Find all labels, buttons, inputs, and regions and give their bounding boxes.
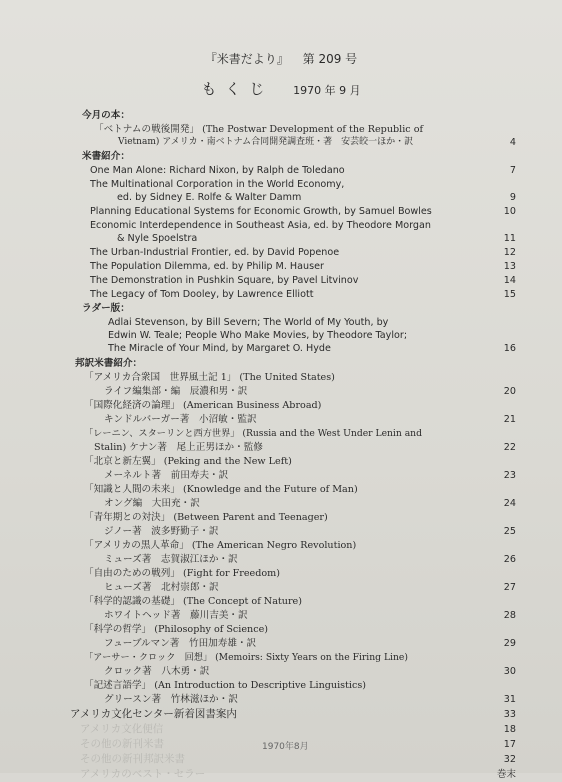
- toc-entry-3b[interactable]: ed. by Sidney E. Rolfe & Walter Damm: [117, 192, 302, 203]
- toc-entry-8[interactable]: The Demonstration in Pushkin Square, by Pavel Litvinov: [90, 275, 359, 286]
- toc-entry-18b[interactable]: ヒューズ著 北村崇郎・訳: [104, 582, 219, 593]
- toc-entry-3a[interactable]: The Multinational Corporation in the World Economy,: [90, 179, 345, 190]
- toc-entry-9[interactable]: The Legacy of Tom Dooley, by Lawrence Elliott: [90, 289, 314, 300]
- toc-entry-13b[interactable]: Stalin) ケナン著 尾上正男ほか・監修: [94, 442, 263, 453]
- toc-page-10: 16: [503, 343, 516, 354]
- toc-page-11: 20: [503, 386, 516, 397]
- section-ladder: ラダー版：: [82, 303, 130, 314]
- section-translated: 邦訳米書紹介：: [75, 358, 143, 369]
- toc-entry-21b[interactable]: クロック著 八木勇・訳: [104, 666, 210, 677]
- toc-page-18: 27: [503, 582, 516, 593]
- toc-page-27: 巻末: [496, 769, 516, 780]
- toc-entry-5a[interactable]: Economic Interdependence in Southeast Asia, ed. by Theodore Morgan: [90, 220, 431, 231]
- toc-page-14: 23: [503, 470, 516, 481]
- toc-entry-6[interactable]: The Urban-Industrial Frontier, ed. by David Popenoe: [90, 247, 340, 258]
- toc-page-21: 30: [503, 666, 516, 677]
- toc-entry-10b[interactable]: Edwin W. Teale; People Who Make Movies, by Theodore Taylor;: [108, 330, 408, 341]
- toc-entry-19b[interactable]: ホワイトヘッド著 藤川吉美・訳: [104, 610, 248, 621]
- toc-page-4: 10: [503, 206, 516, 217]
- toc-page-2: 7: [509, 165, 516, 176]
- toc-entry-16b[interactable]: ジノー著 波多野勤子・訳: [104, 526, 219, 537]
- toc-page-25: 17: [503, 739, 516, 750]
- toc-entry-7[interactable]: The Population Dilemma, ed. by Philip M. Hauser: [90, 261, 324, 272]
- toc-entry-14b[interactable]: メーネルト著 前田寿夫・訳: [104, 470, 229, 481]
- contents-heading: [0, 78, 562, 99]
- toc-entry-11a[interactable]: 「アメリカ合衆国 世界風土記 1」 (The United States): [84, 372, 335, 383]
- toc-entry-22a[interactable]: 「記述言語学」 (An Introduction to Descriptive Linguistics): [84, 680, 367, 691]
- toc-entry-17b[interactable]: ミューズ著 志賀淑江ほか・訳: [104, 554, 238, 565]
- toc-entry-26[interactable]: その他の新刊邦訳米書: [80, 753, 185, 765]
- toc-page-23: 33: [503, 709, 516, 720]
- issue-number: 第 209 号: [302, 52, 358, 66]
- toc-entry-10a[interactable]: Adlai Stevenson, by Bill Severn; The World of My Youth, by: [108, 317, 389, 328]
- toc-page-3: 9: [509, 192, 516, 203]
- issue-date: 1970 年 9 月: [293, 84, 361, 97]
- toc-page-17: 26: [503, 554, 516, 565]
- toc-page-12: 21: [503, 414, 516, 425]
- toc-entry-19a[interactable]: 「科学的認識の基礎」 (The Concept of Nature): [84, 596, 302, 607]
- toc-entry-12b[interactable]: キンドルバーガー著 小沼敏・監訳: [104, 414, 257, 425]
- toc-entry-20b[interactable]: フューブルマン著 竹田加寿雄・訳: [104, 638, 257, 649]
- toc-entry-10c[interactable]: The Miracle of Your Mind, by Margaret O. Hyde: [108, 343, 331, 354]
- footer-date: 1970年8月: [262, 742, 309, 752]
- toc-entry-20a[interactable]: 「科学の哲学」 (Philosophy of Science): [84, 624, 269, 635]
- toc-entry-4[interactable]: Planning Educational Systems for Economic Growth, by Samuel Bowles: [90, 206, 432, 217]
- toc-page-5: 11: [503, 233, 516, 244]
- toc-page-22: 31: [503, 694, 516, 705]
- toc-page-13: 22: [503, 442, 516, 453]
- toc-page-9: 15: [503, 289, 516, 300]
- toc-page-1: 4: [509, 137, 516, 148]
- toc-entry-23[interactable]: アメリカ文化センター新着図書案内: [70, 708, 237, 720]
- toc-entry-25[interactable]: その他の新刊米書: [80, 738, 164, 750]
- toc-page-26: 32: [503, 754, 516, 765]
- toc-entry-22b[interactable]: グリースン著 竹林滋ほか・訳: [104, 694, 238, 705]
- toc-entry-18a[interactable]: 「自由のための戦列」 (Fight for Freedom): [84, 568, 280, 579]
- toc-page-24: 18: [503, 724, 516, 735]
- section-intro: 米書紹介：: [82, 151, 130, 162]
- toc-entry-12a[interactable]: 「国際化経済の論理」 (American Business Abroad): [84, 400, 322, 411]
- toc-page-6: 12: [503, 247, 516, 258]
- toc-entry-13a[interactable]: 「レーニン、スターリンと西方世界」 (Russia and the West Under Lenin and: [84, 428, 422, 439]
- toc-entry-24[interactable]: アメリカ文化便信: [80, 723, 164, 735]
- contents-title: もくじ: [201, 80, 274, 98]
- toc-entry-1a[interactable]: 「ベトナムの戦後開発」 (The Postwar Development of the Republic of: [94, 124, 424, 135]
- toc-entry-21a[interactable]: 「アーサー・クロック 回想」 (Memoirs: Sixty Years on the Firing Line): [84, 652, 408, 663]
- toc-entry-2[interactable]: One Man Alone: Richard Nixon, by Ralph de Toledano: [90, 165, 345, 176]
- toc-entry-11b[interactable]: ライフ編集部・編 辰濃和男・訳: [104, 386, 248, 397]
- toc-page-16: 25: [503, 526, 516, 537]
- toc-entry-15b[interactable]: オング編 大田充・訳: [104, 498, 200, 509]
- toc-page-8: 14: [503, 275, 516, 286]
- page-header: [0, 50, 562, 67]
- toc-entry-14a[interactable]: 「北京と新左翼」 (Peking and the New Left): [84, 456, 292, 467]
- toc-entry-15a[interactable]: 「知識と人間の未来」 (Knowledge and the Future of Man): [84, 484, 358, 495]
- toc-page-7: 13: [503, 261, 516, 272]
- toc-page-20: 29: [503, 638, 516, 649]
- section-this-month: 今月の本：: [82, 110, 130, 121]
- toc-entry-17a[interactable]: 「アメリカの黒人革命」 (The American Negro Revolution): [84, 540, 357, 551]
- toc-entry-27[interactable]: アメリカのベスト・セラー: [80, 768, 206, 780]
- toc-entry-1b[interactable]: Vietnam) アメリカ・南ベトナム合同開発調査班・著 安芸皎一ほか・訳: [118, 137, 414, 147]
- publication-title: 『米書だより』: [204, 52, 289, 66]
- toc-page-19: 28: [503, 610, 516, 621]
- toc-page-15: 24: [503, 498, 516, 509]
- toc-entry-5b[interactable]: & Nyle Spoelstra: [117, 233, 198, 244]
- toc-entry-16a[interactable]: 「青年期との対決」 (Between Parent and Teenager): [84, 512, 328, 523]
